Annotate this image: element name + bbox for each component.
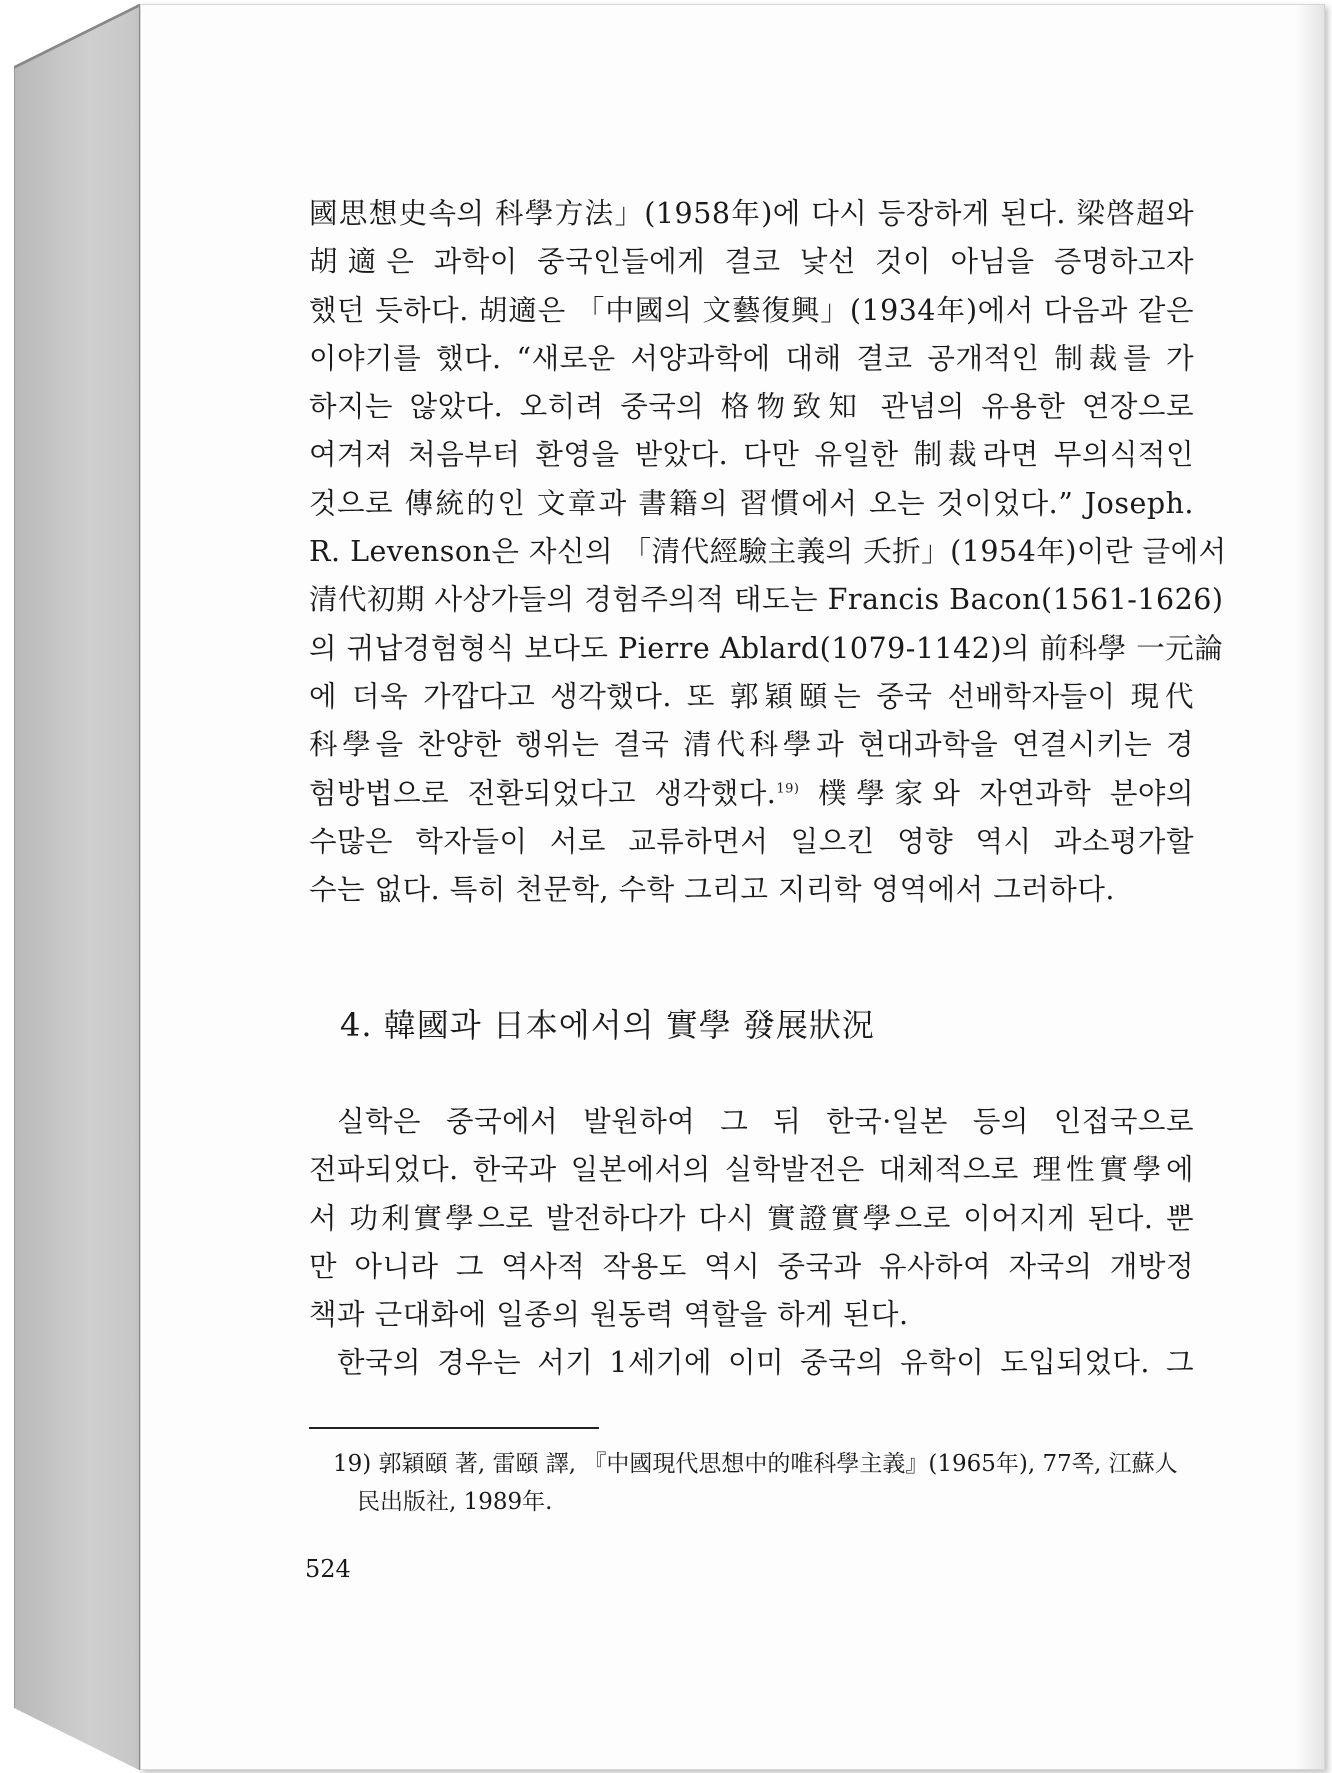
text-line: 수는 없다. 특히 천문학, 수학 그리고 지리학 영역에서 그러하다. — [309, 873, 1115, 907]
text-line: 國思想史속의 科學方法」(1958年)에 다시 등장하게 된다. 梁啓超와 — [309, 197, 1194, 230]
section-heading: 4. 韓國과 日本에서의 實學 發展狀況 — [340, 1006, 875, 1044]
text-line: 수많은 학자들이 서로 교류하면서 일으킨 영향 역시 과소평가할 — [309, 824, 1194, 858]
text-line: 여겨져 처음부터 환영을 받았다. 다만 유일한 制裁라면 무의식적인 — [309, 438, 1194, 472]
text-segment: 樸學家와 자연과학 분야의 — [799, 776, 1194, 810]
text-line-with-footnote-ref — [309, 770, 1194, 818]
text-line: 清代初期 사상가들의 경험주의적 태도는 Francis Bacon(1561-1626) — [309, 583, 1224, 617]
section-body — [309, 1098, 1194, 1388]
text-line: 科學을 찬양한 행위는 결국 清代科學과 현대과학을 연결시키는 경 — [309, 728, 1194, 762]
footnote-reference: 19) — [776, 781, 800, 797]
text-line: 하지는 않았다. 오히려 중국의 格物致知 관념의 유용한 연장으로 — [309, 390, 1194, 424]
text-line: 에 더욱 가깝다고 생각했다. 또 郭穎頤는 중국 선배학자들이 現代 — [309, 679, 1194, 713]
text-line: 했던 듯하다. 胡適은 「中國의 文藝復興」(1934年)에서 다음과 같은 — [309, 293, 1194, 327]
text-line: 한국의 경우는 서기 1세기에 이미 중국의 유학이 도입되었다. 그 — [337, 1346, 1194, 1380]
footnote-line: 民出版社, 1989年. — [357, 1489, 553, 1515]
page-number: 524 — [305, 1555, 351, 1583]
text-line: R. Levenson은 자신의 「清代經驗主義의 夭折」(1954年)이란 글에서 — [309, 535, 1227, 569]
text-line: 의 귀납경험형식 보다도 Pierre Ablard(1079-1142)의 前科學 一元論 — [309, 631, 1224, 665]
text-line: 이야기를 했다. “새로운 서양과학에 대해 결코 공개적인 制裁를 가 — [309, 341, 1194, 375]
text-line: 서 功利實學으로 발전하다가 다시 實證實學으로 이어지게 된다. 뿐 — [309, 1201, 1194, 1235]
footnote — [333, 1445, 1193, 1521]
book-spine — [14, 4, 140, 1770]
paragraph-continuation — [309, 190, 1227, 914]
page-curl-shadow — [1295, 4, 1325, 1770]
text-segment: 험방법으로 전환되었다고 생각했다. — [309, 776, 777, 810]
text-line: 것으로 傳統的인 文章과 書籍의 習慣에서 오는 것이었다.” Joseph. — [309, 486, 1194, 520]
footnote-line: 19) 郭穎頤 著, 雷頤 譯, 『中國現代思想中的唯科學主義』(1965年), 77쪽, 江蘇人 — [333, 1451, 1178, 1477]
footnote-divider — [309, 1427, 599, 1429]
text-line: 胡適은 과학이 중국인들에게 결코 낯선 것이 아님을 증명하고자 — [309, 245, 1194, 279]
text-line: 실학은 중국에서 발원하여 그 뒤 한국·일본 등의 인접국으로 — [337, 1105, 1194, 1138]
text-line: 전파되었다. 한국과 일본에서의 실학발전은 대체적으로 理性實學에 — [309, 1153, 1194, 1187]
text-line: 만 아니라 그 역사적 작용도 역시 중국과 유사하여 자국의 개방정 — [309, 1249, 1194, 1283]
text-line: 책과 근대화에 일종의 원동력 역할을 하게 된다. — [309, 1298, 909, 1332]
